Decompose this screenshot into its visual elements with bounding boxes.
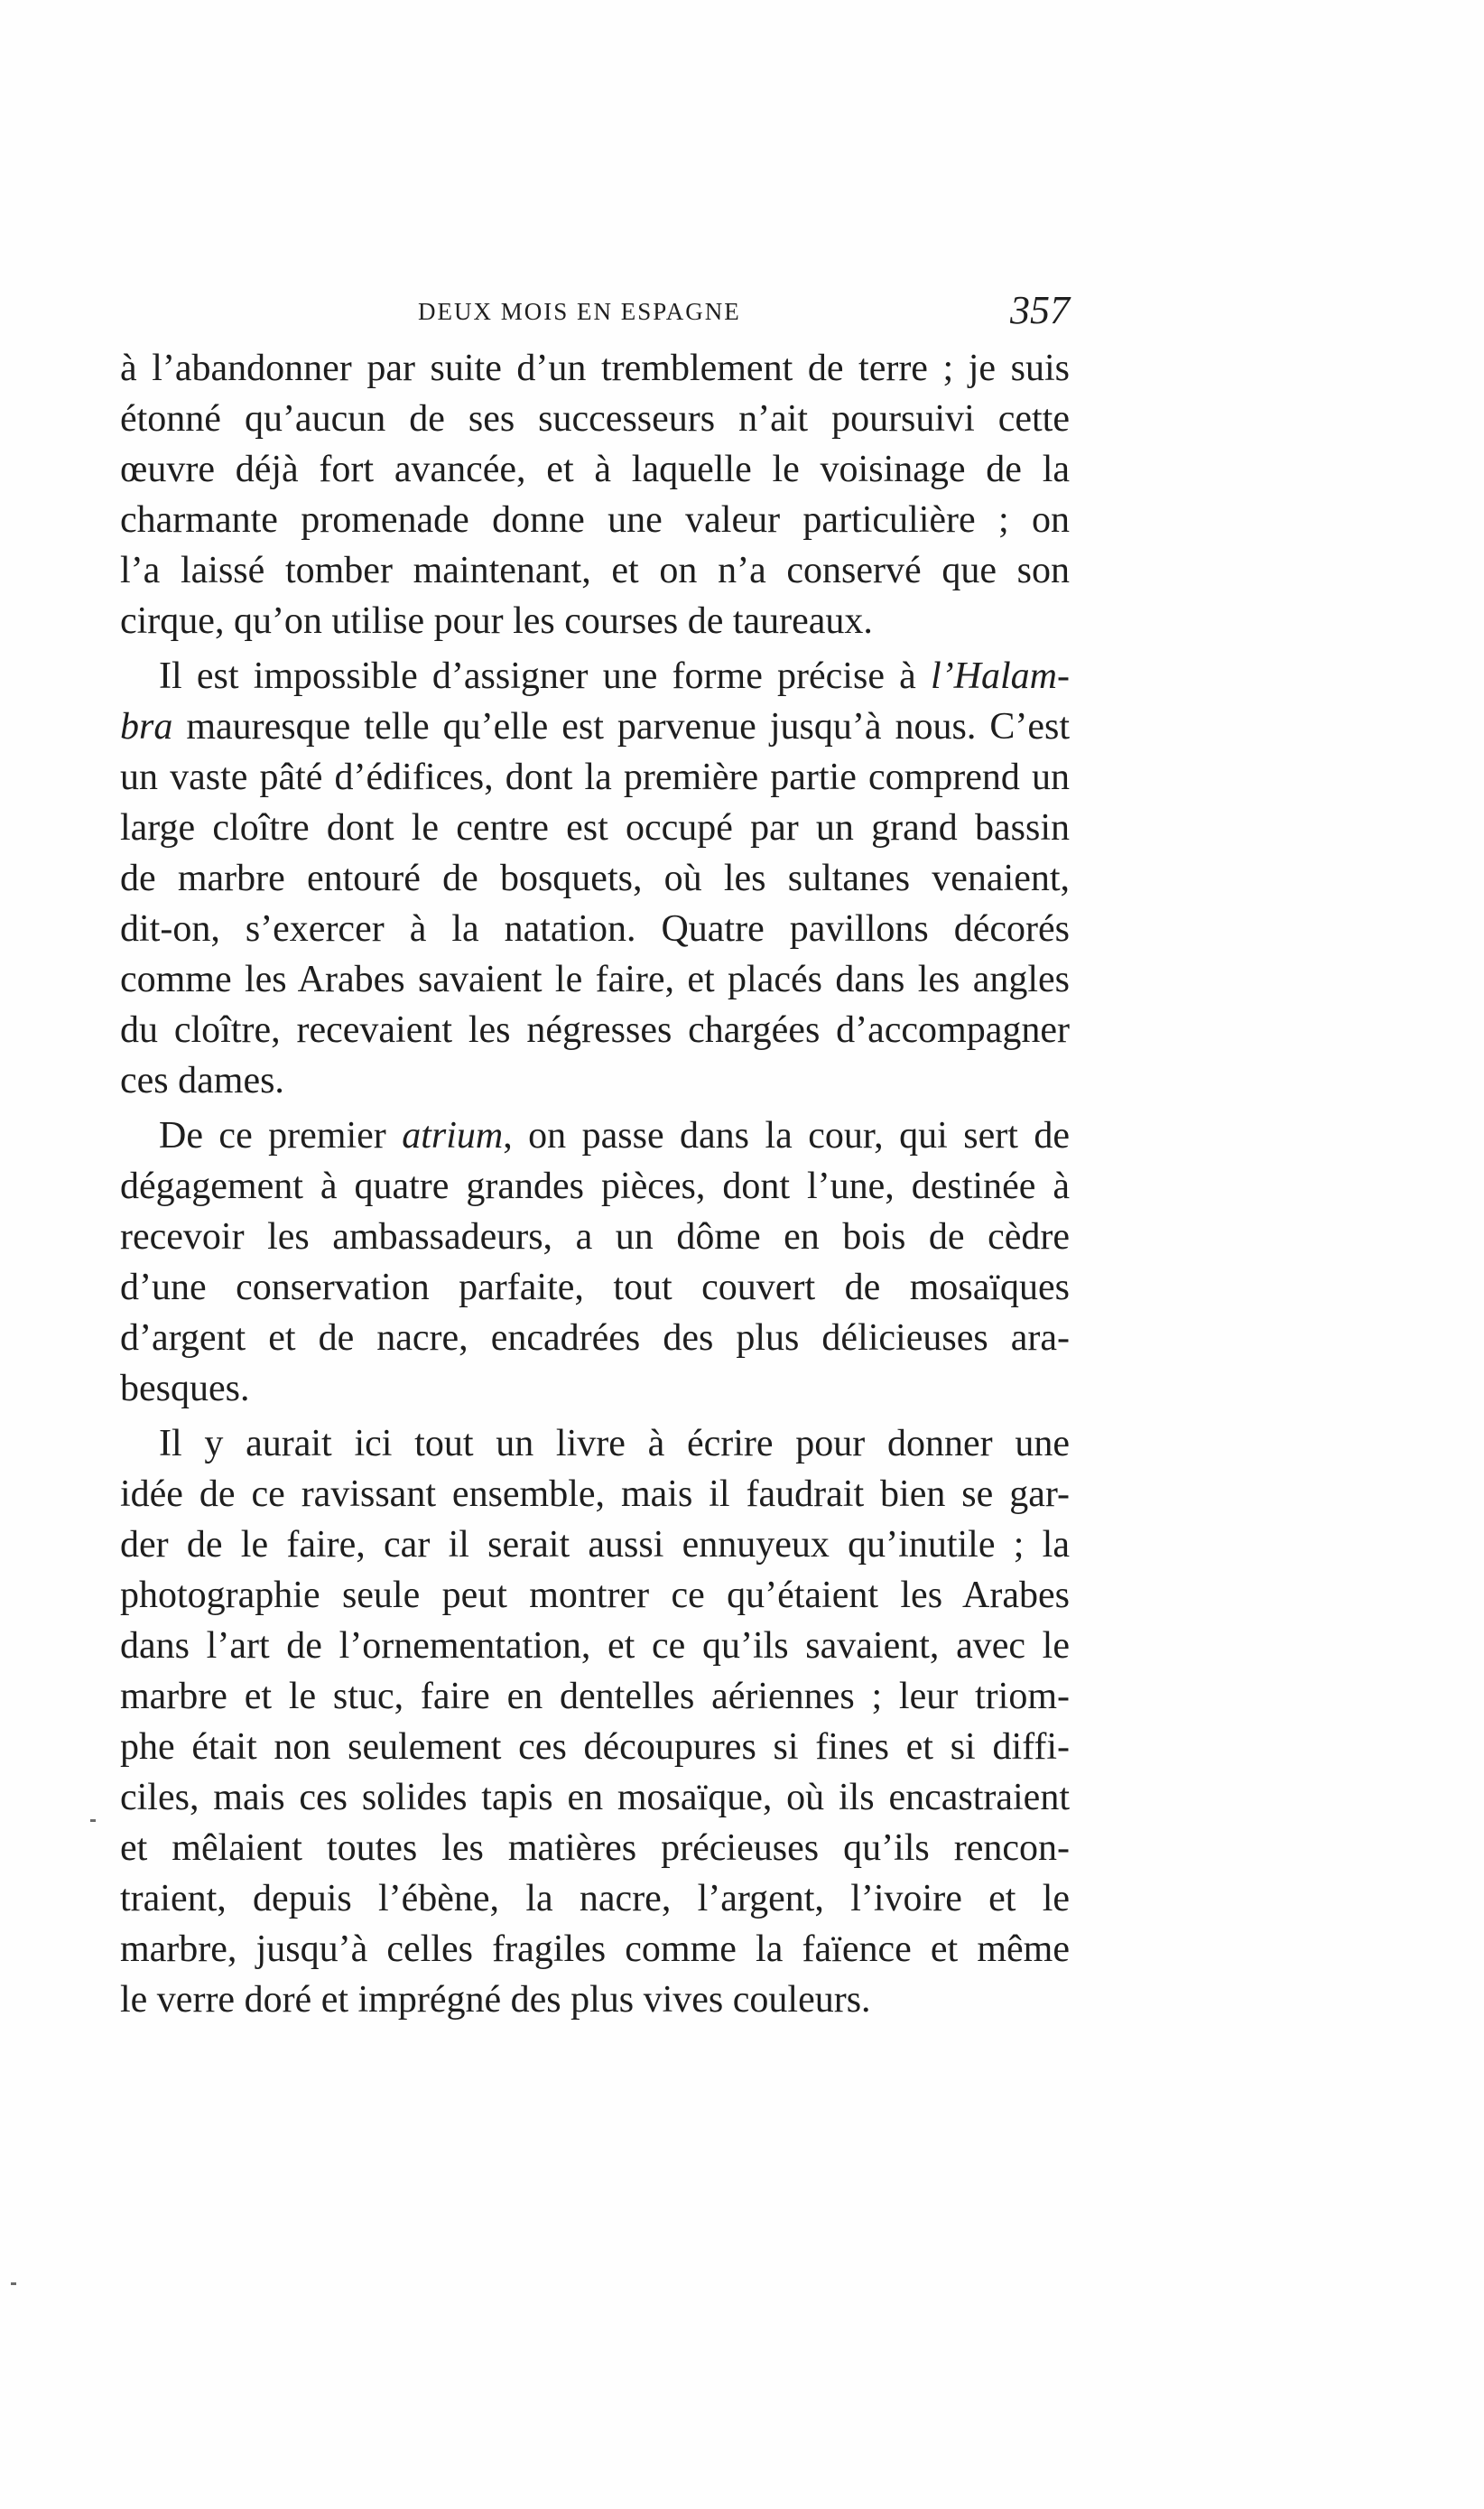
text-line: du cloître, recevaient les négresses chargées d’accompagner (120, 1009, 1070, 1051)
paragraph-1 (120, 343, 1070, 646)
text-line: charmante promenade donne une valeur particulière ; on (120, 499, 1070, 541)
text-line: besques. (120, 1368, 250, 1409)
italic-term: atrium (402, 1115, 504, 1157)
text-line: der de le faire, car il serait aussi ennuyeux qu’inutile ; la (120, 1524, 1070, 1566)
text-line: l’a laissé tomber maintenant, et on n’a conservé que son (120, 550, 1070, 591)
text-line: dégagement à quatre grandes pièces, dont l’une, destinée à (120, 1166, 1070, 1207)
text-line: ces dames. (120, 1060, 284, 1101)
text-run: mauresque telle qu’elle est parvenue jusqu’à nous. C’est (172, 706, 1070, 748)
text-line: traient, depuis l’ébène, la nacre, l’argent, l’ivoire et le (120, 1878, 1070, 1919)
italic-term: l’Halam- (931, 655, 1070, 697)
body-text (120, 343, 1070, 2030)
text-line: œuvre déjà fort avancée, et à laquelle le voisinage de la (120, 449, 1070, 490)
margin-mark (11, 2282, 16, 2285)
text-line: d’argent et de nacre, encadrées des plus délicieuses ara- (120, 1317, 1070, 1359)
text-line: marbre et le stuc, faire en dentelles aériennes ; leur triom- (120, 1676, 1070, 1717)
text-line: cirque, qu’on utilise pour les courses de taureaux. (120, 600, 873, 642)
text-run: , on passe dans la cour, qui sert de (503, 1115, 1070, 1157)
text-line: phe était non seulement ces découpures si fines et si diffi- (120, 1726, 1070, 1768)
text-run: Il est impossible d’assigner une forme précise à (159, 655, 932, 697)
margin-mark (90, 1819, 96, 1822)
text-line: un vaste pâté d’édifices, dont la première partie comprend un (120, 757, 1070, 798)
text-line: le verre doré et imprégné des plus vives couleurs. (120, 1979, 871, 2021)
paragraph-3 (120, 1110, 1070, 1414)
text-line: étonné qu’aucun de ses successeurs n’ait poursuivi cette (120, 398, 1070, 440)
text-line: de marbre entouré de bosquets, où les sultanes venaient, (120, 858, 1070, 899)
text-line: d’une conservation parfaite, tout couvert de mosaïques (120, 1267, 1070, 1308)
text-line: dans l’art de l’ornementation, et ce qu’ils savaient, avec le (120, 1625, 1070, 1667)
running-title: DEUX MOIS EN ESPAGNE (418, 298, 741, 325)
running-head (120, 287, 1070, 341)
text-line (120, 1110, 1070, 1161)
text-line: et mêlaient toutes les matières précieuses qu’ils rencon- (120, 1827, 1070, 1869)
text-line: photographie seule peut montrer ce qu’étaient les Arabes (120, 1575, 1070, 1616)
page-number: 357 (1010, 288, 1070, 332)
text-line: marbre, jusqu’à celles fragiles comme la faïence et même (120, 1928, 1070, 1970)
text-line: comme les Arabes savaient le faire, et placés dans les angles (120, 959, 1070, 1000)
text-line (120, 651, 1070, 702)
text-line: large cloître dont le centre est occupé par un grand bassin (120, 807, 1070, 849)
text-line: Il y aurait ici tout un livre à écrire pour donner une (159, 1423, 1070, 1464)
paragraph-2 (120, 651, 1070, 1106)
text-line: idée de ce ravissant ensemble, mais il faudrait bien se gar- (120, 1473, 1070, 1515)
italic-term: bra (120, 706, 173, 748)
text-line: dit-on, s’exercer à la natation. Quatre pavillons décorés (120, 908, 1070, 950)
paragraph-4 (120, 1418, 1070, 2025)
text-line: à l’abandonner par suite d’un tremblement de terre ; je suis (120, 348, 1070, 389)
text-line: recevoir les ambassadeurs, a un dôme en bois de cèdre (120, 1216, 1070, 1258)
text-run: De ce premier (159, 1115, 403, 1157)
text-line (120, 702, 1070, 752)
text-line: ciles, mais ces solides tapis en mosaïque, où ils encastraient (120, 1777, 1070, 1818)
